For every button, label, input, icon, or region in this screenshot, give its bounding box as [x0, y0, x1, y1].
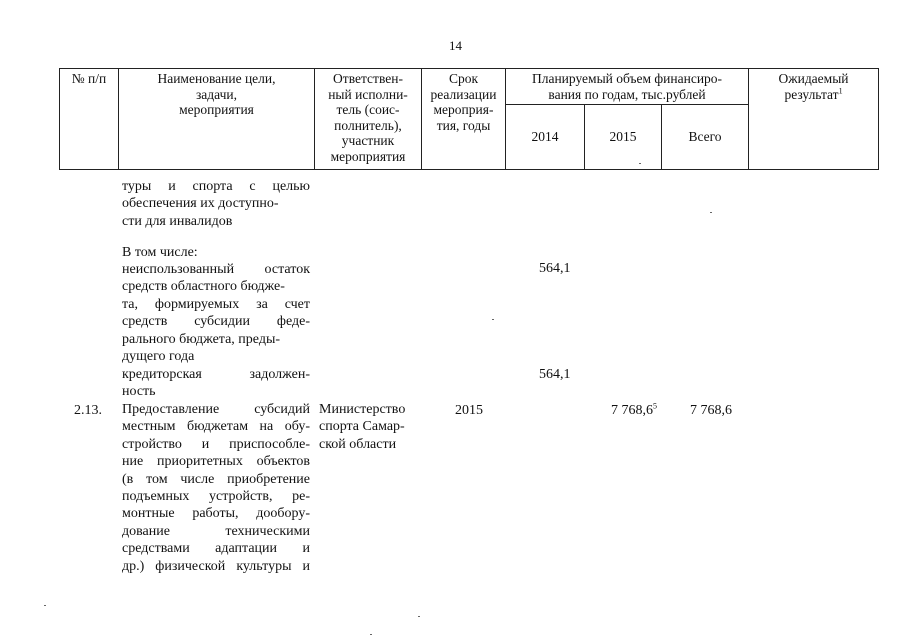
debt-value-2014: 564,1	[539, 367, 571, 382]
scan-speck	[44, 605, 46, 606]
unused-value-2014: 564,1	[539, 261, 571, 276]
header-financing: Планируемый объем финансиро- вания по годам, тыс.рублей	[506, 69, 749, 105]
scan-speck	[492, 319, 494, 320]
row-2-13-executor: Министерство спорта Самар- ской области	[319, 402, 406, 452]
continuation-text: туры и спорта с целью обеспечения их доступно- сти для инвалидов	[122, 179, 310, 229]
including-label: В том числе:	[122, 245, 198, 260]
scan-speck	[710, 212, 712, 213]
row-2-13-total: 7 768,6	[690, 403, 732, 418]
header-num: № п/п	[60, 69, 119, 170]
header-total: Всего	[662, 105, 749, 170]
scan-speck	[370, 634, 372, 635]
page-number: 14	[449, 38, 462, 53]
header-year-2015: 2015	[585, 105, 662, 170]
scan-speck	[418, 616, 420, 617]
debt-text: кредиторская задолжен- ность	[122, 367, 310, 400]
header-result: Ожидаемый результат$^1$	[749, 69, 879, 170]
row-2-13-term: 2015	[455, 403, 483, 418]
scan-speck	[639, 163, 641, 164]
row-2-13-num: 2.13.	[74, 403, 102, 418]
header-term: Срок реализации мероприя- тия, годы	[422, 69, 506, 170]
header-executor: Ответствен- ный исполни- тель (соис- полнитель), участник мероприятия	[315, 69, 422, 170]
header-name: Наименование цели, задачи, мероприятия	[119, 69, 315, 170]
unused-balance-text: неиспользованный остаток средств областного бюдже- та, формируемых за счет средств субсидии феде- рального бюджета, преды- дущего года	[122, 262, 310, 365]
financing-table-header	[59, 68, 879, 170]
row-2-13-value-2015: 7 768,6$^5$	[611, 401, 657, 418]
header-year-2014: 2014	[506, 105, 585, 170]
row-2-13-name: Предоставление субсидий местным бюджетам на обу- стройство и приспособле- ние приоритетных объектов (в том числе приобретение подъемных устройств, ре- монтные работы, дообору- дование техническими средствами адаптации и др.) физической культуры и	[122, 402, 310, 574]
